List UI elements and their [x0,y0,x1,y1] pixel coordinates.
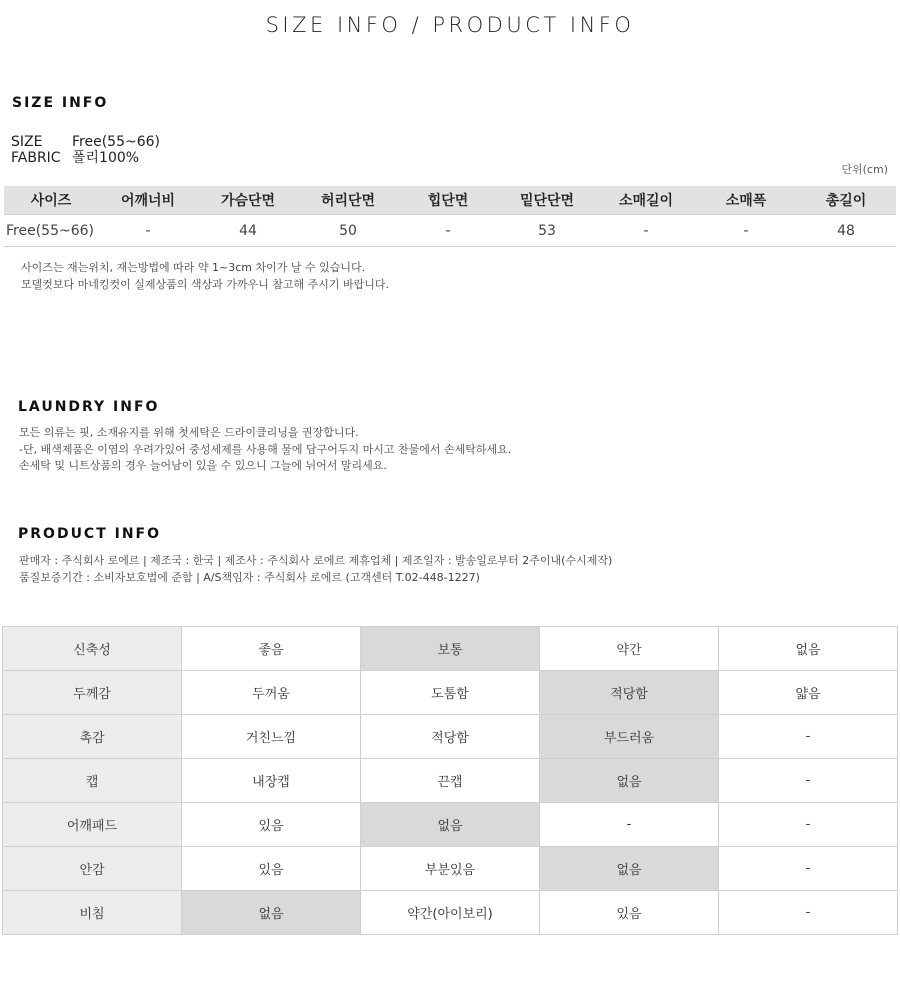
size-table-cell: - [98,215,198,247]
laundry-note-line: -단, 배색제품은 이염의 우려가있어 중성세제를 사용해 물에 담구어두지 마시고 찬물에서 손세탁하세요. [19,442,512,456]
size-table-row [4,215,896,247]
attribute-option-selected: 적당함 [540,671,719,715]
attribute-option: 약간 [540,627,719,671]
size-table-header: 밑단단면 [498,186,596,215]
attribute-label: 캡 [3,759,182,803]
attribute-option-selected: 없음 [182,891,361,935]
attribute-option: 좋음 [182,627,361,671]
size-table-header: 소매길이 [596,186,696,215]
attribute-row [3,715,898,759]
size-table-header-row [4,186,896,215]
attribute-option: - [719,715,898,759]
size-label: SIZE [11,134,43,150]
size-table [4,186,896,247]
size-table-header: 힙단면 [398,186,498,215]
attribute-label: 안감 [3,847,182,891]
laundry-info-heading: LAUNDRY INFO [18,399,160,415]
size-notes [21,260,389,293]
attribute-row [3,627,898,671]
attribute-option: 약간(아이보리) [361,891,540,935]
attribute-option: 있음 [182,803,361,847]
attribute-option: - [719,847,898,891]
size-table-header: 소매폭 [696,186,796,215]
laundry-note-line: 모든 의류는 핏, 소재유지를 위해 첫세탁은 드라이클리닝을 권장합니다. [19,426,359,439]
attribute-option: - [719,803,898,847]
product-info-heading: PRODUCT INFO [18,526,162,542]
attribute-label: 신축성 [3,627,182,671]
attribute-option: 내장캡 [182,759,361,803]
attribute-label: 비침 [3,891,182,935]
attribute-label: 촉감 [3,715,182,759]
attribute-option: 도톰함 [361,671,540,715]
attribute-row [3,759,898,803]
attribute-option: 부분있음 [361,847,540,891]
size-table-cell: - [596,215,696,247]
attribute-option-selected: 보통 [361,627,540,671]
attribute-label: 두께감 [3,671,182,715]
attribute-option: - [719,891,898,935]
size-table-header: 어깨너비 [98,186,198,215]
fabric-value: 폴리100% [72,150,140,166]
attribute-row [3,671,898,715]
attribute-row [3,847,898,891]
attribute-option: 있음 [182,847,361,891]
attribute-option: 거친느낌 [182,715,361,759]
page-title: SIZE INFO / PRODUCT INFO [265,13,635,37]
size-info-heading: SIZE INFO [12,95,109,111]
attribute-option: 얇음 [719,671,898,715]
attribute-option: 없음 [719,627,898,671]
attribute-option: - [540,803,719,847]
size-table-cell: - [398,215,498,247]
size-table-cell: - [696,215,796,247]
size-table-cell: 48 [796,215,896,247]
attribute-option: - [719,759,898,803]
attribute-option: 두꺼움 [182,671,361,715]
size-table-header: 허리단면 [298,186,398,215]
size-value: Free(55~66) [72,134,160,150]
attribute-option-selected: 없음 [361,803,540,847]
unit-label: 단위(cm) [841,163,888,176]
attribute-table [2,626,898,935]
attribute-option-selected: 부드러움 [540,715,719,759]
size-table-header: 가슴단면 [198,186,298,215]
product-note-line: 품질보증기간 : 소비자보호법에 준함 | A/S책임자 : 주식회사 로에르 (고객센터 T.02-448-1227) [19,570,480,584]
attribute-option: 적당함 [361,715,540,759]
size-table-cell: 44 [198,215,298,247]
size-table-cell: Free(55~66) [4,215,98,247]
attribute-label: 어깨패드 [3,803,182,847]
product-notes [19,553,612,586]
size-table-cell: 53 [498,215,596,247]
attribute-row [3,891,898,935]
size-fabric-summary [11,134,160,166]
attribute-option: 끈캡 [361,759,540,803]
size-note-line: 사이즈는 재는위치, 재는방법에 따라 약 1~3cm 차이가 날 수 있습니다. [21,261,366,274]
fabric-label: FABRIC [11,150,61,166]
attribute-option-selected: 없음 [540,759,719,803]
attribute-row [3,803,898,847]
product-note-line: 판매자 : 주식회사 로에르 | 제조국 : 한국 | 제조사 : 주식회사 로에르 제휴업체 | 제조일자 : 발송일로부터 2주이내(수시제작) [19,554,613,567]
size-table-header: 총길이 [796,186,896,215]
attribute-option-selected: 없음 [540,847,719,891]
size-table-cell: 50 [298,215,398,247]
size-note-line: 모델컷보다 마네킹컷이 실제상품의 색상과 가까우니 참고해 주시기 바랍니다. [21,277,390,291]
laundry-note-line: 손세탁 및 니트상품의 경우 늘어남이 있을 수 있으니 그늘에 뉘어서 말리세요. [19,459,387,472]
laundry-notes [19,425,511,475]
size-table-header: 사이즈 [4,186,98,215]
attribute-option: 있음 [540,891,719,935]
